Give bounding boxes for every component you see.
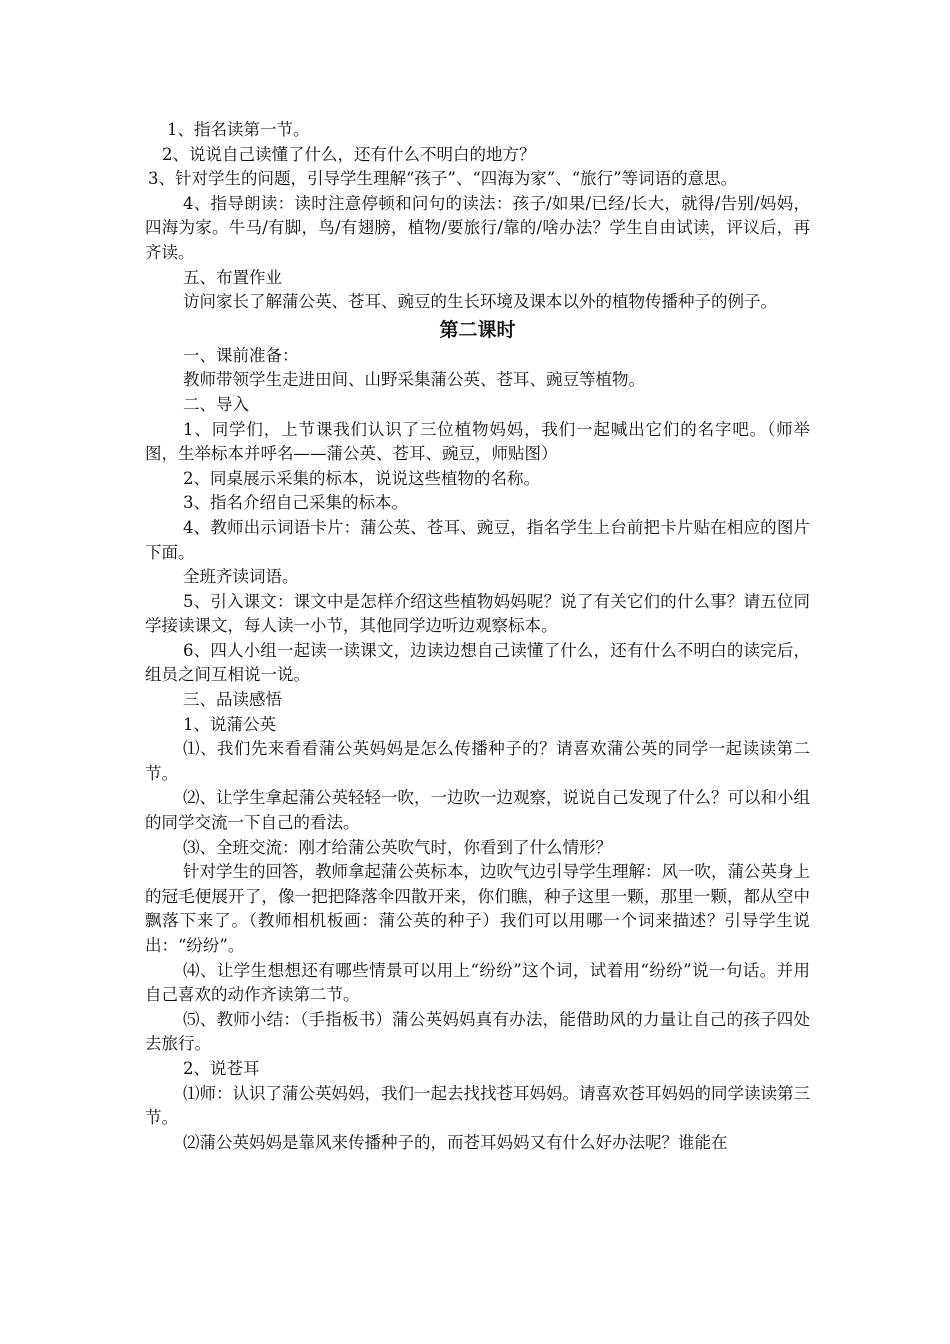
paragraph: 3、针对学生的问题，引导学生理解“孩子”、“四海为家”、“旅行”等词语的意思。 [148, 169, 738, 189]
section-title: 第二课时 [439, 318, 516, 341]
section-heading: 二、导入 [183, 394, 249, 414]
paragraph: ⑷、让学生想想还有哪些情景可以用上“纷纷”这个词，试着用“纷纷”说一句话。并用自己喜欢的动作齐读第二节。 [145, 960, 810, 1005]
paragraph: 4、指导朗读：读时注意停顿和问句的读法：孩子/如果/已经/长大，就得/告别/妈妈，四海为家。牛马/有脚，鸟/有翅膀，植物/要旅行/靠的/啥办法？学生自由试读，评议后，再齐读。 [145, 193, 810, 262]
paragraph: 1、指名读第一节。 [167, 120, 310, 139]
paragraph: ⑴、我们先来看看蒲公英妈妈是怎么传播种子的？请喜欢蒲公英的同学一起读读第二节。 [145, 739, 810, 783]
paragraph: 针对学生的回答，教师拿起蒲公英标本，边吹气边引导学生理解：风一吹，蒲公英身上的冠毛便展开了，像一把把降落伞四散开来，你们瞧，种子这里一颗，那里一颗，都从空中飘落下来了。（教师相机板画：蒲公英的种子）我们可以用哪一个词来描述？引导学生说出：“纷纷”。 [145, 862, 810, 955]
paragraph: 1、同学们，上节课我们认识了三位植物妈妈，我们一起喊出它们的名字吧。（师举图，生举标本并呼名——蒲公英、苍耳、豌豆，师贴图） [145, 419, 810, 464]
paragraph: ⑸、教师小结：（手指板书）蒲公英妈妈真有办法，能借助风的力量让自己的孩子四处去旅行。 [145, 1009, 810, 1054]
paragraph: 4、教师出示词语卡片：蒲公英、苍耳、豌豆，指名学生上台前把卡片贴在相应的图片下面。 [145, 517, 810, 562]
paragraph: 5、引入课文：课文中是怎样介绍这些植物妈妈呢？说了有关它们的什么事？请五位同学接读课文，每人读一小节，其他同学边听边观察标本。 [145, 591, 810, 636]
paragraph: ⑵蒲公英妈妈是靠风来传播种子的，而苍耳妈妈又有什么好办法呢？谁能在 [183, 1132, 728, 1152]
section-heading-assignment: 五、布置作业 [183, 267, 282, 287]
paragraph: ⑶、全班交流：刚才给蒲公英吹气时，你看到了什么情形？ [183, 837, 612, 857]
paragraph: 全班齐读词语。 [183, 567, 299, 587]
paragraph: 教师带领学生走进田间、山野采集蒲公英、苍耳、豌豆等植物。 [183, 370, 645, 390]
paragraph: 3、指名介绍自己采集的标本。 [183, 493, 408, 513]
subsection-heading: 2、说苍耳 [183, 1058, 260, 1078]
section-heading: 三、品读感悟 [183, 690, 282, 710]
document-page [145, 118, 810, 1155]
subsection-heading: 1、说蒲公英 [183, 714, 276, 734]
paragraph: 6、四人小组一起读一读课文，边读边想自己读懂了什么，还有什么不明白的读完后，组员之间互相说一说。 [145, 640, 810, 685]
paragraph: ⑵、让学生拿起蒲公英轻轻一吹，一边吹一边观察，说说自己发现了什么？可以和小组的同学交流一下自己的看法。 [145, 788, 810, 833]
paragraph: ⑴师：认识了蒲公英妈妈，我们一起去找找苍耳妈妈。请喜欢苍耳妈妈的同学读读第三节。 [145, 1083, 810, 1128]
paragraph: 2、说说自己读懂了什么，还有什么不明白的地方？ [162, 144, 536, 164]
paragraph: 访问家长了解蒲公英、苍耳、豌豆的生长环境及课本以外的植物传播种子的例子。 [183, 292, 777, 312]
paragraph: 2、同桌展示采集的标本，说说这些植物的名称。 [183, 468, 540, 488]
section-heading: 一、课前准备： [183, 345, 299, 365]
